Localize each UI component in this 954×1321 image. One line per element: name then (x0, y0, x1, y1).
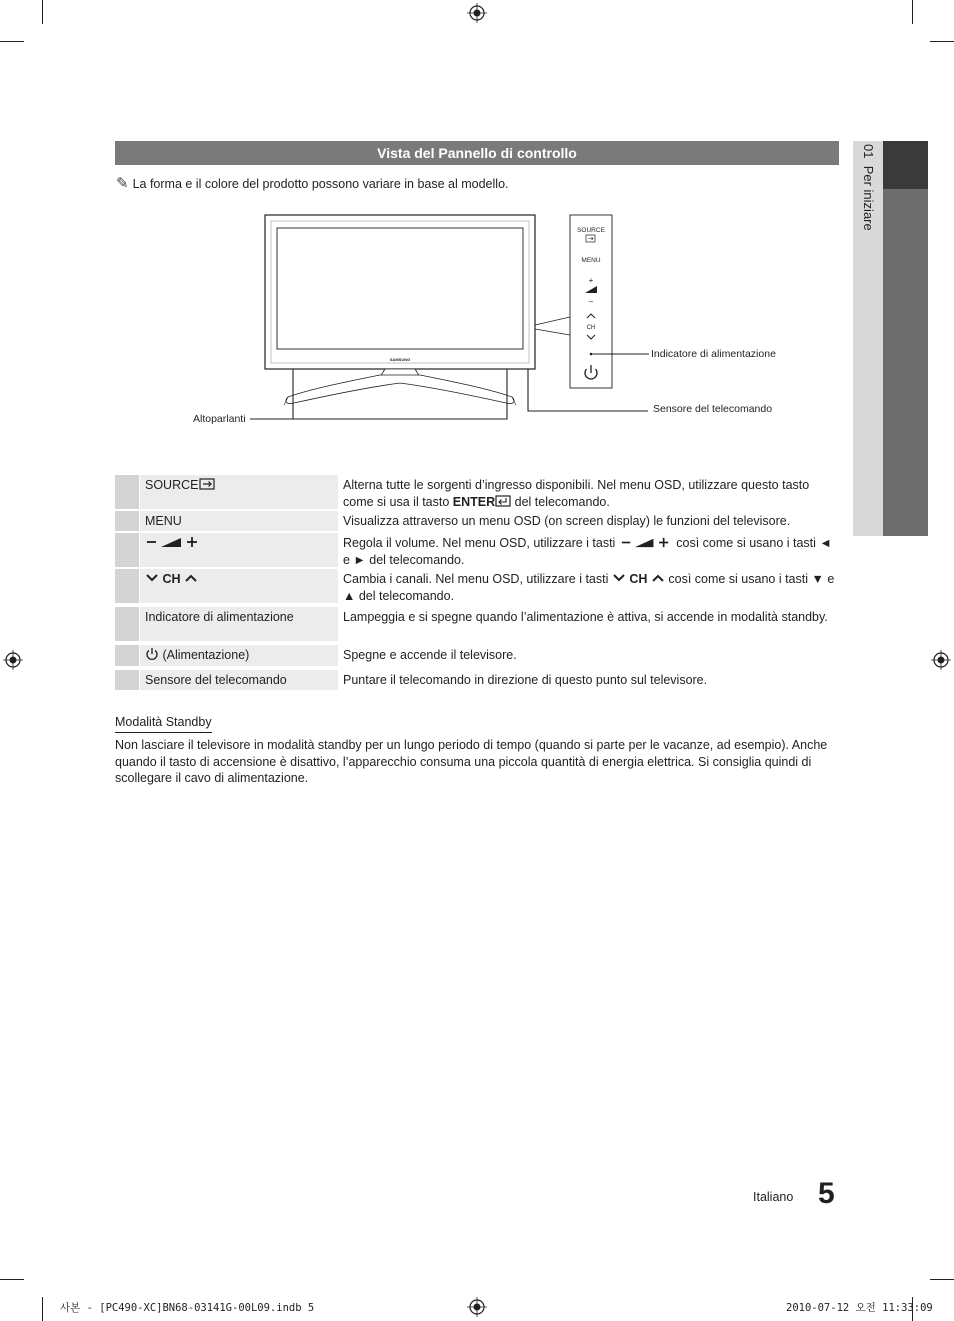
row-label: Indicatore di alimentazione (140, 607, 338, 641)
svg-text:+: + (588, 276, 594, 285)
callout-speakers: Altoparlanti (193, 413, 246, 425)
power-indicator-dot (590, 353, 593, 356)
crop-mark (0, 41, 24, 42)
chapter-number: 01 (861, 144, 876, 159)
panel-source-label: SOURCE (577, 227, 605, 234)
side-tab-dark-top (883, 141, 928, 189)
crop-mark (930, 41, 954, 42)
channel-down-icon (612, 572, 626, 584)
registration-mark-icon (3, 650, 23, 670)
channel-down-icon (145, 572, 159, 584)
pencil-note-icon: ✎ (116, 175, 129, 192)
print-slug-date: 2010-07-12 오전 11:33:09 (786, 1302, 933, 1314)
crop-mark (42, 1297, 43, 1321)
ch-label: CH (162, 572, 181, 586)
section-title: Vista del Pannello di controllo (115, 141, 839, 165)
callout-remote-sensor: Sensore del telecomando (653, 403, 773, 415)
print-slug-file: 사본 - [PC490-XC]BN68-03141G-00L09.indb 5 (60, 1302, 315, 1314)
panel-menu-label: MENU (581, 257, 601, 264)
panel-ch-label: CH (586, 325, 596, 331)
volume-controls-icon (145, 535, 201, 549)
crop-mark (42, 0, 43, 24)
table-row: Indicatore di alimentazione Lampeggia e si spegne quando l’alimentazione è attiva, si accende in modalità standby. (115, 607, 839, 641)
note-text: La forma e il colore del prodotto possono variare in base al modello. (132, 177, 509, 191)
chapter-title: Per iniziare (861, 165, 876, 231)
table-row: Regola il volume. Nel menu OSD, utilizzare i tasti così come si usano i tasti ◄ e ► del telecomando. (115, 533, 839, 567)
row-label: MENU (140, 511, 338, 531)
table-row: CH Cambia i canali. Nel menu OSD, utilizzare i tasti CH così come si usano i tasti ▼ e ▲ del telecomando. (115, 569, 839, 603)
callout-power-indicator: Indicatore di alimentazione (651, 348, 776, 360)
source-icon (199, 478, 215, 490)
table-row: SOURCE Alterna tutte le sorgenti d’ingresso disponibili. Nel menu OSD, utilizzare questo tasto come si usa il tasto ENTER del telecomando. (115, 475, 839, 509)
note (116, 175, 509, 193)
crop-mark (930, 1279, 954, 1280)
tv-diagram (180, 205, 840, 435)
footer-language: Italiano (753, 1190, 794, 1204)
enter-icon (495, 495, 511, 507)
side-tab-dark (883, 189, 928, 536)
row-label: (Alimentazione) (162, 648, 250, 662)
row-label: Sensore del telecomando (140, 670, 338, 690)
standby-body: Non lasciare il televisore in modalità standby per un lungo periodo di tempo (quando si parte per le vacanze, ad esempio). Anche quando il tasto di accensione è disattivo, l’apparecchio consuma una piccola quantità di energia elettrica. Si consiglia quindi di scollegare il cavo di alimentazione. (115, 738, 828, 786)
standby-title: Modalità Standby (115, 714, 212, 733)
volume-controls-icon (619, 536, 673, 549)
table-row: Sensore del telecomando Puntare il telecomando in direzione di questo punto sul televisore. (115, 670, 839, 690)
registration-mark-icon (467, 1297, 487, 1317)
tv-brand: SAMSUNG (389, 357, 411, 362)
table-row: MENU Visualizza attraverso un menu OSD (on screen display) le funzioni del televisore. (115, 511, 839, 531)
svg-text:–: – (588, 297, 594, 306)
registration-mark-icon (467, 3, 487, 23)
channel-up-icon (184, 572, 198, 584)
enter-key-label: ENTER (452, 494, 496, 509)
registration-mark-icon (931, 650, 951, 670)
tv-screen (277, 228, 523, 349)
crop-mark (0, 1279, 24, 1280)
crop-mark (912, 0, 913, 24)
tv-stand-base (286, 375, 514, 404)
page-number: 5 (818, 1177, 835, 1210)
channel-up-icon (651, 572, 665, 584)
table-row: (Alimentazione) Spegne e accende il televisore. (115, 645, 839, 666)
power-icon (145, 647, 159, 661)
side-tab-label (853, 144, 883, 344)
row-label: SOURCE (145, 478, 199, 492)
